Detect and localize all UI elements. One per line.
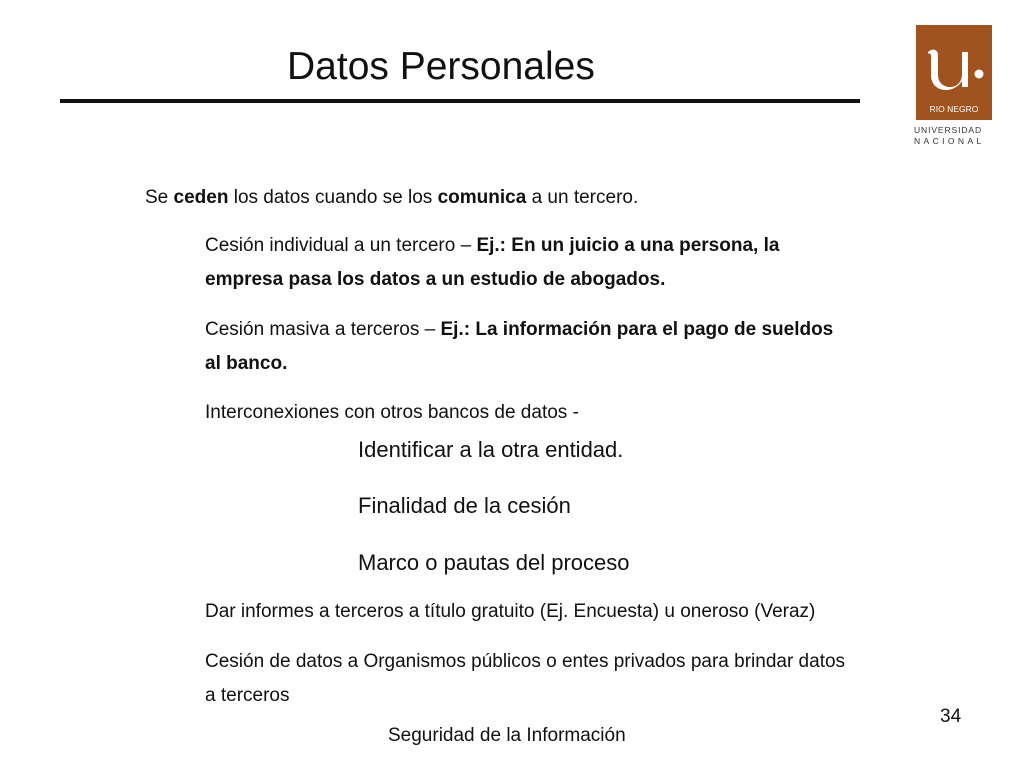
slide-title: Datos Personales	[287, 45, 595, 88]
subitem-finalidad: Finalidad de la cesión	[358, 493, 571, 518]
item1-example-line1: Ej.: En un juicio a una persona, la	[476, 235, 780, 256]
item-interconexiones: Interconexiones con otros bancos de datos -	[205, 402, 579, 423]
logo-caption-line-universidad: UNIVERSIDAD	[914, 125, 982, 135]
subitem-marco: Marco o pautas del proceso	[358, 550, 630, 575]
university-logo	[916, 25, 992, 120]
item5-line2: a terceros	[205, 685, 290, 706]
item-cesion-individual	[205, 229, 779, 297]
intro-paragraph	[145, 181, 638, 215]
item2-normal: Cesión masiva a terceros –	[205, 319, 441, 340]
item1-normal: Cesión individual a un tercero –	[205, 235, 477, 256]
page-number: 34	[940, 706, 962, 727]
logo-caption-line-nacional: NACIONAL	[914, 136, 985, 146]
svg-text:RIO NEGRO: RIO NEGRO	[929, 104, 979, 114]
intro-pre: Se	[145, 187, 174, 208]
logo-caption	[914, 125, 996, 147]
footer-text: Seguridad de la Información	[388, 725, 626, 746]
item5-line1: Cesión de datos a Organismos públicos o entes privados para brindar datos	[205, 651, 846, 672]
item2-example-line2: al banco.	[205, 353, 288, 374]
logo-mark-icon	[916, 25, 992, 120]
subitem-identificar: Identificar a la otra entidad.	[358, 437, 624, 462]
intro-bold-comunica: comunica	[437, 187, 527, 208]
title-underline	[60, 99, 860, 103]
item-dar-informes: Dar informes a terceros a título gratuito (Ej. Encuesta) u oneroso (Veraz)	[205, 601, 816, 622]
intro-mid: los datos cuando se los	[228, 187, 438, 208]
item2-example-line1: Ej.: La información para el pago de sueldos	[440, 319, 834, 340]
item-cesion-organismos	[205, 645, 845, 713]
intro-bold-ceden: ceden	[173, 187, 229, 208]
item1-example-line2: empresa pasa los datos a un estudio de abogados.	[205, 269, 666, 290]
intro-post: a un tercero.	[526, 187, 639, 208]
item-cesion-masiva	[205, 313, 833, 381]
